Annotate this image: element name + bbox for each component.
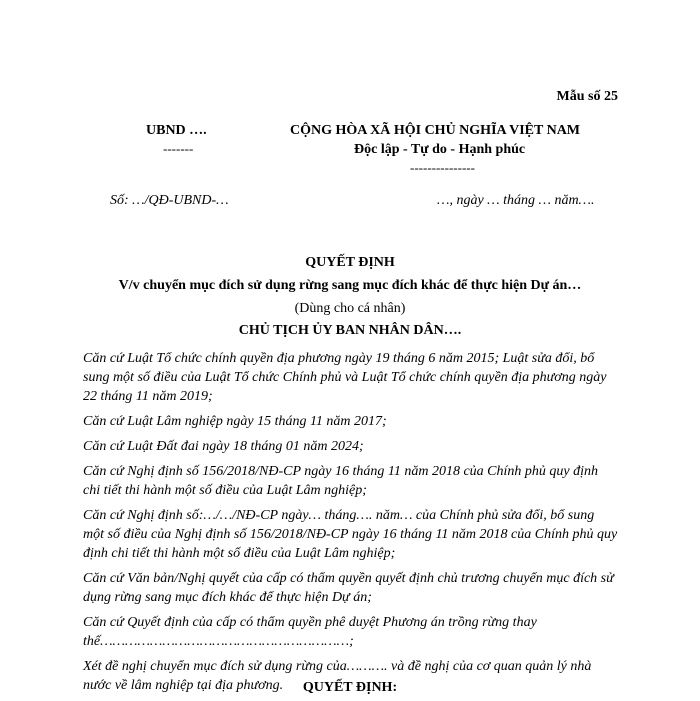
document-subject: V/v chuyển mục đích sử dụng rừng sang mục đích khác để thực hiện Dự án…: [118, 278, 582, 293]
national-title: CỘNG HÒA XÃ HỘI CHỦ NGHĨA VIỆT NAM: [290, 123, 581, 138]
legal-basis-item: Căn cứ Luật Tổ chức chính quyền địa phương ngày 19 tháng 6 năm 2015; Luật sửa đổi, bổ sung một số điều của Luật Tổ chức Chính phủ và Luật Tổ chức chính quyền địa phương ngày 22 tháng 11 năm 2019;: [83, 351, 607, 404]
place-and-date: …, ngày … tháng … năm….: [437, 193, 595, 208]
decides-heading: QUYẾT ĐỊNH:: [302, 680, 398, 695]
issuing-authority: CHỦ TỊCH ỦY BAN NHÂN DÂN….: [238, 323, 462, 338]
legal-bases-list: [83, 349, 618, 701]
legal-basis-item: Căn cứ Nghị định số:…/…/NĐ-CP ngày… tháng…. năm… của Chính phủ sửa đổi, bổ sung một số điều của Nghị định số 156/2018/NĐ-CP ngày 16 tháng 11 năm 2018 của Chính phủ quy định chi tiết thi hành một số điều của Luật Lâm nghiệp;: [83, 508, 618, 561]
issuing-agency: UBND ….: [146, 123, 207, 138]
agency-underline: -------: [163, 141, 194, 156]
motto-underline: ---------------: [410, 160, 475, 175]
legal-basis-item: Căn cứ Văn bản/Nghị quyết của cấp có thẩm quyền quyết định chủ trương chuyển mục đích sử dụng rừng sang mục đích khác để thực hiện Dự án;: [83, 571, 614, 605]
usage-note: (Dùng cho cá nhân): [294, 301, 406, 316]
national-motto: Độc lập - Tự do - Hạnh phúc: [354, 142, 526, 157]
document-type-title: QUYẾT ĐỊNH: [305, 255, 395, 270]
legal-basis-item: Căn cứ Quyết định của cấp có thẩm quyền phê duyệt Phương án trồng rừng thay thế……………………………………………………;: [83, 615, 537, 649]
legal-basis-item: Căn cứ Luật Đất đai ngày 18 tháng 01 năm 2024;: [83, 439, 364, 454]
legal-basis-item: Căn cứ Nghị định số 156/2018/NĐ-CP ngày 16 tháng 11 năm 2018 của Chính phủ quy định chi tiết thi hành một số điều của Luật Lâm nghiệp;: [83, 464, 598, 498]
legal-basis-item: Xét đề nghị chuyển mục đích sử dụng rừng của………. và đề nghị của cơ quan quản lý nhà nước về lâm nghiệp tại địa phương.: [83, 659, 592, 693]
form-number: Mẫu số 25: [556, 89, 618, 104]
legal-basis-item: Căn cứ Luật Lâm nghiệp ngày 15 tháng 11 năm 2017;: [83, 414, 387, 429]
document-number: Số: …/QĐ-UBND-…: [110, 193, 229, 208]
